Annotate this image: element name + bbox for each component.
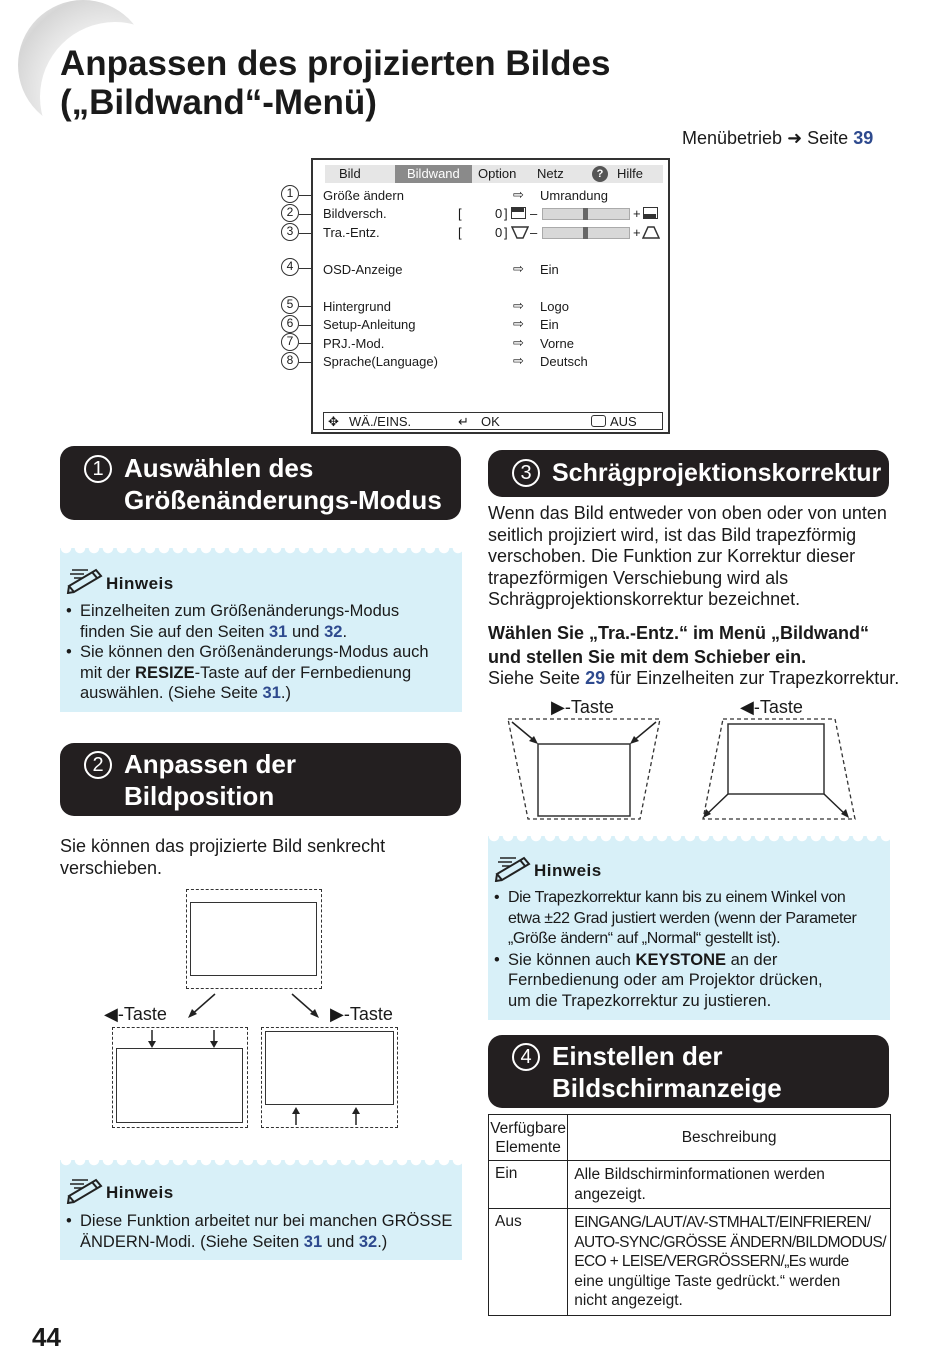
note-text: ÄNDERN-Modi. (Siehe Seiten bbox=[80, 1232, 300, 1251]
osd-tab-bildwand[interactable]: Bildwand bbox=[395, 165, 472, 183]
reference-text: für Einzelheiten zur Trapezkorrektur. bbox=[610, 668, 900, 688]
page-link[interactable]: 31 bbox=[262, 684, 281, 702]
table-row bbox=[489, 1209, 891, 1316]
section-2-banner bbox=[60, 743, 461, 816]
body-line: Schrägprojektionskorrektur bezeichnet. bbox=[488, 589, 801, 609]
note-text: .) bbox=[377, 1232, 388, 1251]
header-text: Elemente bbox=[495, 1138, 561, 1156]
body-line: verschieben. bbox=[60, 857, 163, 878]
taste-right-label: ▶-Taste bbox=[330, 1004, 393, 1024]
slider-knob[interactable] bbox=[583, 208, 588, 220]
down-arrows bbox=[140, 1029, 230, 1049]
taste-left-label: ◀-Taste bbox=[104, 1004, 167, 1024]
description-line: angezeigt. bbox=[574, 1185, 646, 1203]
table-cell-item: Aus bbox=[489, 1209, 568, 1316]
osd-row-value: Ein bbox=[540, 317, 559, 332]
section-1-title-line2: Größenänderungs-Modus bbox=[124, 485, 442, 515]
osd-display-table bbox=[488, 1114, 891, 1316]
osd-row-label[interactable]: PRJ.-Mod. bbox=[323, 336, 385, 351]
menu-button-icon bbox=[591, 415, 606, 427]
osd-footer bbox=[323, 412, 663, 430]
note-text: finden Sie auf den Seiten bbox=[80, 622, 265, 641]
keystone-left-illustration bbox=[695, 716, 865, 826]
note-item bbox=[488, 888, 888, 950]
note-text: Fernbedienung oder am Projektor drücken, bbox=[508, 971, 823, 989]
callout-7: 7 bbox=[281, 333, 299, 351]
section-1-title-line1: Auswählen des bbox=[124, 453, 314, 483]
table-cell-description bbox=[568, 1161, 891, 1209]
taste-right-label: ▶-Taste bbox=[551, 697, 614, 717]
description-line: Alle Bildschirminformationen werden bbox=[574, 1166, 825, 1183]
description-line: ECO + LEISE/VERGRÖSSERN/„Es wurde bbox=[574, 1253, 849, 1270]
arrow-right-icon: ⇨ bbox=[513, 335, 524, 350]
section-3-reference bbox=[488, 668, 898, 690]
section-3-body bbox=[488, 503, 893, 611]
note-list bbox=[60, 1211, 460, 1252]
note-text: „Größe ändern“ auf „Normal“ gestellt ist). bbox=[508, 930, 781, 947]
arrow-right-icon: ⇨ bbox=[513, 261, 524, 276]
description-line: EINGANG/LAUT/AV-STMHALT/EINFRIEREN/ bbox=[574, 1214, 871, 1231]
note-item bbox=[60, 642, 460, 704]
bracket-close: ] bbox=[504, 206, 508, 221]
note-text: .) bbox=[280, 684, 291, 702]
header-text: Verfügbare bbox=[490, 1119, 567, 1137]
section-3-title: Schrägprojektionskorrektur bbox=[552, 459, 882, 487]
projected-image bbox=[190, 902, 317, 976]
note-text: Die Trapezkorrektur kann bis zu einem Winkel von bbox=[508, 889, 846, 906]
osd-tab-hilfe[interactable]: Hilfe bbox=[617, 166, 644, 181]
screen-shift-down-icon bbox=[643, 207, 658, 219]
slider-minus: – bbox=[530, 206, 538, 221]
arrow-right-icon: ⇨ bbox=[513, 187, 524, 202]
section-3-banner bbox=[488, 450, 889, 497]
page-link[interactable]: 31 bbox=[269, 622, 288, 641]
keystone-narrow-bottom-icon bbox=[511, 226, 529, 239]
note-text: -Taste auf der Fernbedienung bbox=[194, 663, 412, 682]
table-cell-description bbox=[568, 1209, 891, 1316]
reference-text: Siehe Seite bbox=[488, 668, 581, 688]
osd-tab-option[interactable]: Option bbox=[478, 166, 517, 181]
note-text: etwa ±22 Grad justiert werden (wenn der Parameter bbox=[508, 909, 857, 927]
table-cell-item: Ein bbox=[489, 1161, 568, 1209]
note-text: mit der bbox=[80, 663, 131, 682]
callout-3: 3 bbox=[281, 223, 299, 241]
callout-8: 8 bbox=[281, 352, 299, 370]
callout-6: 6 bbox=[281, 315, 299, 333]
note-dots bbox=[60, 548, 462, 556]
slider-minus: – bbox=[530, 225, 538, 240]
osd-row-label[interactable]: Bildversch. bbox=[323, 206, 387, 221]
slider-plus: + bbox=[633, 225, 641, 240]
note-text: um die Trapezkorrektur zu justieren. bbox=[508, 991, 772, 1010]
arrow-right-icon: ⇨ bbox=[513, 316, 524, 331]
enter-icon: ↵ bbox=[458, 414, 469, 429]
cross-arrows-icon: ✥ bbox=[328, 414, 339, 429]
osd-row-label[interactable]: OSD-Anzeige bbox=[323, 262, 403, 277]
osd-tab-bild[interactable]: Bild bbox=[339, 166, 361, 181]
instruction-line: und stellen Sie mit dem Schieber ein. bbox=[488, 647, 807, 667]
note-text: an der bbox=[730, 950, 778, 969]
callout-2: 2 bbox=[281, 204, 299, 222]
page-link[interactable]: 32 bbox=[358, 1232, 378, 1251]
note-box-2 bbox=[60, 1160, 462, 1260]
keystone-slider[interactable] bbox=[542, 227, 630, 239]
image-shift-slider[interactable] bbox=[542, 208, 630, 220]
table-header-description: Beschreibung bbox=[568, 1115, 891, 1161]
section-2-title-line2: Bildposition bbox=[124, 781, 275, 811]
menu-reference-text: Menübetrieb ➜ Seite bbox=[682, 128, 849, 148]
osd-tab-netz[interactable]: Netz bbox=[537, 166, 564, 181]
note-dots bbox=[60, 1160, 462, 1168]
body-line: Wenn das Bild entweder von oben oder von unten bbox=[488, 503, 887, 523]
osd-row-value: Vorne bbox=[540, 336, 574, 351]
bracket-close: ] bbox=[504, 225, 508, 240]
callout-4: 4 bbox=[281, 258, 299, 276]
body-line: verschoben. Die Funktion zur Korrektur dieser bbox=[488, 546, 856, 566]
note-text: . bbox=[342, 622, 348, 641]
osd-row-value: Logo bbox=[540, 299, 569, 314]
note-text: Einzelheiten zum Größenänderungs-Modus bbox=[80, 602, 400, 620]
section-2-title-line1: Anpassen der bbox=[124, 749, 296, 779]
table-header-row bbox=[489, 1115, 891, 1161]
description-line: nicht angezeigt. bbox=[574, 1292, 683, 1309]
body-line: Sie können das projizierte Bild senkrecht bbox=[60, 836, 386, 856]
callout-1: 1 bbox=[281, 185, 299, 203]
note-text: und bbox=[291, 622, 320, 641]
body-line: seitlich projiziert wird, ist das Bild trapezförmig bbox=[488, 524, 857, 545]
note-heading: Hinweis bbox=[106, 1183, 174, 1202]
arrow-right-icon: ⇨ bbox=[513, 353, 524, 368]
osd-row-label[interactable]: Sprache(Language) bbox=[323, 354, 438, 369]
note-text: Sie können den Größenänderungs-Modus auch bbox=[80, 643, 429, 661]
page-title bbox=[60, 44, 760, 122]
note-heading: Hinweis bbox=[534, 861, 602, 880]
osd-footer-select: WÄ./EINS. bbox=[349, 414, 412, 429]
osd-row-label[interactable]: Setup-Anleitung bbox=[323, 317, 416, 332]
osd-row-label[interactable]: Tra.-Entz. bbox=[323, 225, 380, 240]
section-4-title-line2: Bildschirmanzeige bbox=[552, 1073, 782, 1103]
diagonal-arrows bbox=[180, 990, 330, 1022]
note-item bbox=[60, 1211, 460, 1252]
section-number: 1 bbox=[84, 455, 112, 483]
osd-row-label[interactable]: Hintergrund bbox=[323, 299, 391, 314]
keystone-right-illustration bbox=[500, 716, 670, 826]
help-icon: ? bbox=[592, 166, 608, 182]
osd-footer-off: AUS bbox=[610, 414, 637, 429]
pencil-note-icon bbox=[494, 852, 534, 882]
section-number: 4 bbox=[512, 1043, 540, 1071]
pencil-note-icon bbox=[66, 564, 106, 594]
note-heading: Hinweis bbox=[106, 574, 174, 593]
menu-reference-page-link[interactable]: 39 bbox=[853, 128, 874, 148]
bracket-open: [ bbox=[458, 206, 462, 221]
osd-row-label[interactable]: Größe ändern bbox=[323, 188, 404, 203]
instruction-line: Wählen Sie „Tra.-Entz.“ im Menü „Bildwand“ bbox=[488, 623, 870, 643]
note-item bbox=[60, 601, 460, 642]
note-list bbox=[488, 888, 888, 1011]
table-header-items bbox=[489, 1115, 568, 1161]
osd-value-number: 0 bbox=[495, 206, 503, 221]
note-dots bbox=[488, 836, 890, 844]
osd-row-value: Deutsch bbox=[540, 354, 588, 369]
note-item bbox=[488, 950, 888, 1012]
section-1-banner bbox=[60, 446, 461, 520]
note-box-1 bbox=[60, 548, 462, 712]
note-bold: KEYSTONE bbox=[635, 950, 726, 969]
osd-footer-ok: OK bbox=[481, 414, 500, 429]
taste-left-label: ◀-Taste bbox=[740, 697, 803, 717]
page-title-line1: Anpassen des projizierten Bildes bbox=[60, 44, 611, 83]
osd-menu bbox=[311, 158, 670, 434]
slider-plus: + bbox=[633, 206, 641, 221]
section-number: 3 bbox=[512, 459, 540, 487]
slider-knob[interactable] bbox=[583, 227, 588, 239]
osd-row-value: Ein bbox=[540, 262, 559, 277]
bracket-open: [ bbox=[458, 225, 462, 240]
note-text: Sie können auch bbox=[508, 950, 631, 969]
note-text: Diese Funktion arbeitet nur bei manchen GRÖSSE bbox=[80, 1212, 453, 1230]
note-text: auswählen. (Siehe Seite bbox=[80, 684, 258, 702]
note-text: und bbox=[326, 1232, 355, 1251]
keystone-narrow-top-icon bbox=[642, 226, 660, 239]
page-link[interactable]: 32 bbox=[324, 622, 343, 641]
note-box-3 bbox=[488, 836, 890, 1020]
osd-row-value: Umrandung bbox=[540, 188, 608, 203]
section-2-body bbox=[60, 836, 460, 879]
section-4-banner bbox=[488, 1035, 889, 1108]
projected-image-shifted-down bbox=[116, 1048, 243, 1123]
note-bold: RESIZE bbox=[135, 663, 195, 682]
pencil-note-icon bbox=[66, 1174, 106, 1204]
note-list bbox=[60, 601, 460, 704]
section-number: 2 bbox=[84, 751, 112, 779]
body-line: trapezförmigen Verschiebung wird als bbox=[488, 567, 789, 588]
projected-image-shifted-up bbox=[265, 1031, 394, 1105]
description-line: eine ungültige Taste gedrückt.“ werden bbox=[574, 1272, 841, 1290]
section-4-title-line1: Einstellen der bbox=[552, 1041, 723, 1071]
page-link[interactable]: 31 bbox=[303, 1232, 323, 1251]
page-title-line2: („Bildwand“-Menü) bbox=[60, 83, 377, 122]
page-link[interactable]: 29 bbox=[585, 668, 606, 688]
screen-shift-up-icon bbox=[511, 207, 526, 219]
table-row bbox=[489, 1161, 891, 1209]
osd-value-number: 0 bbox=[495, 225, 503, 240]
description-line: AUTO-SYNC/GRÖSSE ÄNDERN/BILDMODUS/ bbox=[574, 1233, 886, 1251]
arrow-right-icon: ⇨ bbox=[513, 298, 524, 313]
osd-tab-bar bbox=[325, 165, 663, 183]
page-number: 44 bbox=[32, 1322, 61, 1352]
menu-reference bbox=[682, 128, 873, 149]
up-arrows bbox=[284, 1106, 374, 1126]
section-3-instruction bbox=[488, 621, 893, 669]
callout-5: 5 bbox=[281, 296, 299, 314]
